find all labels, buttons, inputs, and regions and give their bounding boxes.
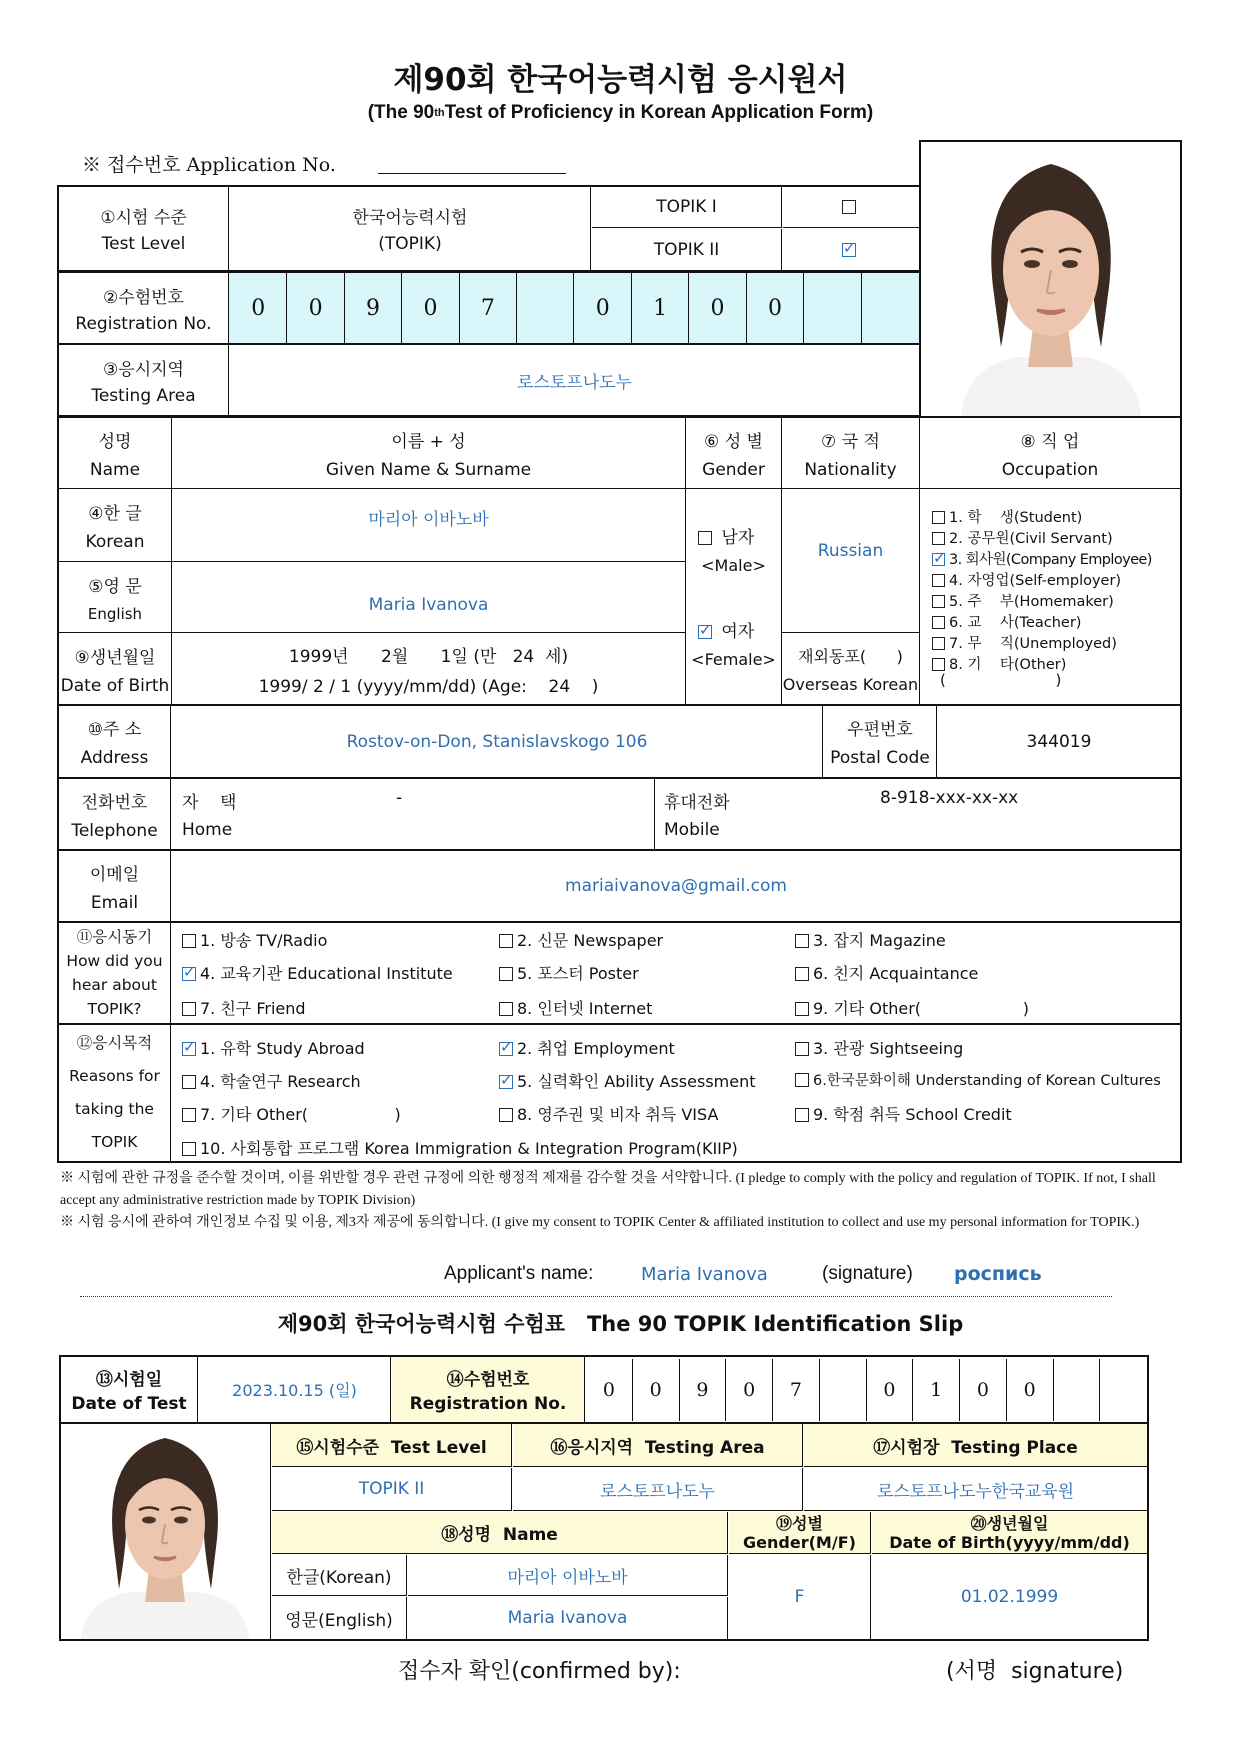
topik-1-checkbox[interactable] xyxy=(783,187,919,228)
checkbox-icon xyxy=(795,1042,809,1056)
registration-digit[interactable]: 0 xyxy=(747,273,804,343)
registration-digit[interactable]: 9 xyxy=(345,273,402,343)
option-label: 9. 학점 취득 School Credit xyxy=(813,1105,1012,1124)
purpose-label-line: taking the xyxy=(75,1100,154,1118)
telephone-label-en: Telephone xyxy=(71,820,158,841)
korean-name-label-en: Korean xyxy=(85,532,145,552)
checkbox-icon xyxy=(698,531,712,545)
slip-name-label: ⑱성명 Name xyxy=(272,1512,728,1554)
registration-digit[interactable]: 0 xyxy=(402,273,459,343)
topik-1-label: TOPIK I xyxy=(592,187,782,228)
slip-korean-label: 한글(Korean) xyxy=(272,1555,407,1596)
occupation-header xyxy=(920,418,1180,488)
registration-digit[interactable] xyxy=(862,273,919,343)
nationality-header-en: Nationality xyxy=(804,459,897,480)
slip-registration-digit[interactable]: 0 xyxy=(960,1359,1007,1421)
slip-dob-label-kr: ⑳생년월일 xyxy=(970,1513,1049,1533)
gender-male-en: <Male> xyxy=(701,556,766,575)
slip-date-label xyxy=(61,1357,198,1422)
slip-registration-digit[interactable] xyxy=(1054,1359,1101,1421)
occupation-header-kr: ⑧ 직 업 xyxy=(1020,431,1080,452)
checkbox-icon xyxy=(182,1142,196,1156)
slip-date-value[interactable]: 2023.10.15 (일) xyxy=(199,1357,391,1422)
checked-checkbox-icon xyxy=(499,1075,513,1089)
registration-digit[interactable]: 0 xyxy=(575,273,632,343)
checkbox-icon xyxy=(795,934,809,948)
occupation-option[interactable] xyxy=(932,569,1121,590)
occupation-option-label: 2. 공무원(Civil Servant) xyxy=(949,531,1113,547)
checkbox-icon xyxy=(932,658,945,671)
slip-registration-digit[interactable]: 0 xyxy=(586,1359,633,1421)
dob-label xyxy=(59,634,171,704)
registration-digit[interactable]: 7 xyxy=(460,273,517,343)
slip-photo-frame xyxy=(61,1424,271,1639)
address-label-kr: ⑩주 소 xyxy=(87,720,142,740)
name-header-kr: 성명 xyxy=(98,431,132,452)
checkbox-icon xyxy=(795,1073,809,1087)
checked-checkbox-icon xyxy=(698,625,712,639)
occupation-option[interactable] xyxy=(932,527,1113,548)
slip-place-label: ⑰시험장 Testing Place xyxy=(804,1424,1147,1467)
motive-option[interactable] xyxy=(499,961,639,984)
postal-code-label-en: Postal Code xyxy=(830,748,930,768)
option-label: 6.한국문화이해 Understanding of Korean Cultures xyxy=(813,1073,1161,1089)
address-label-en: Address xyxy=(80,748,149,768)
option-label: 7. 친구 Friend xyxy=(200,999,306,1018)
occupation-option-label: 4. 자영업(Self-employer) xyxy=(949,573,1122,589)
english-name-label-en: English xyxy=(87,605,143,623)
registration-label-kr: ②수험번호 xyxy=(103,287,184,308)
test-name xyxy=(230,187,591,270)
dob-label-en: Date of Birth xyxy=(60,675,170,696)
registration-digit[interactable]: 1 xyxy=(632,273,689,343)
cut-line xyxy=(80,1296,1112,1297)
slip-registration-digit[interactable]: 9 xyxy=(680,1359,727,1421)
gender-female-en: <Female> xyxy=(691,650,776,669)
slip-korean-value[interactable]: 마리아 이바노바 xyxy=(408,1555,728,1596)
gender-header-en: Gender xyxy=(702,459,765,480)
nationality-header xyxy=(782,418,919,488)
slip-dob-value[interactable]: 01.02.1999 xyxy=(960,1587,1059,1607)
slip-registration-digit[interactable]: 1 xyxy=(913,1359,960,1421)
applicant-signature[interactable]: роспись xyxy=(954,1263,1042,1285)
divider xyxy=(654,779,655,849)
test-name-en: (TOPIK) xyxy=(378,234,442,254)
option-label: 3. 잡지 Magazine xyxy=(813,931,946,950)
occupation-option-label: 3. 회사원(Company Employee) xyxy=(949,552,1152,568)
applicant-photo xyxy=(921,142,1180,416)
checkbox-icon xyxy=(499,1108,513,1122)
application-no-label: ※ 접수번호 Application No. xyxy=(82,154,336,176)
occupation-other-field[interactable]: ( ) xyxy=(940,671,1062,689)
mobile-label-en: Mobile xyxy=(664,820,720,840)
occupation-option[interactable] xyxy=(932,590,1114,611)
slip-date-label-en: Date of Test xyxy=(71,1394,187,1414)
checkbox-icon xyxy=(795,1002,809,1016)
slip-reg-label xyxy=(392,1357,585,1422)
test-name-kr: 한국어능력시험 xyxy=(352,208,468,228)
topik-2-checkbox[interactable] xyxy=(783,229,919,270)
slip-gender-label-kr: ⑲성별 xyxy=(776,1513,823,1533)
slip-registration-digit[interactable]: 7 xyxy=(773,1359,820,1421)
applicant-name-label: Applicant's name: xyxy=(444,1263,594,1284)
registration-digit[interactable] xyxy=(517,273,574,343)
pledge-note: ※ 시험에 관한 규정을 준수할 것이며, 이를 위반할 경우 관련 규정에 의한 행정적 제재를 감수할 것을 서약합니다. (I pledge to comply with the policy and regulation of TOPIK. If not, I shall accept any administrative restriction made by TOPIK Division) xyxy=(60,1171,1156,1208)
motive-label-line: TOPIK? xyxy=(87,1000,142,1018)
postal-code-label xyxy=(824,706,937,777)
purpose-option[interactable] xyxy=(182,1069,361,1092)
slip-reg-label-kr: ⑭수험번호 xyxy=(446,1370,530,1390)
slip-gender-label xyxy=(729,1512,871,1554)
motive-label xyxy=(59,923,171,1023)
checkbox-icon xyxy=(182,1108,196,1122)
registration-digit[interactable]: 0 xyxy=(230,273,287,343)
purpose-label-line: ⑫응시목적 xyxy=(76,1034,153,1052)
slip-dob-label xyxy=(872,1512,1147,1554)
checkbox-icon xyxy=(499,1002,513,1016)
occupation-option[interactable] xyxy=(932,632,1117,653)
motive-option[interactable] xyxy=(182,928,327,951)
option-label: 2. 신문 Newspaper xyxy=(517,931,664,950)
name-column-header xyxy=(172,418,685,488)
option-label: 5. 실력확인 Ability Assessment xyxy=(517,1072,756,1091)
slip-reg-label-en: Registration No. xyxy=(409,1394,567,1414)
motive-option[interactable] xyxy=(795,961,978,984)
checked-checkbox-icon xyxy=(182,1042,196,1056)
slip-english-value[interactable]: Maria Ivanova xyxy=(408,1597,728,1639)
occupation-option-label: 8. 기 타(Other) xyxy=(949,657,1067,673)
slip-registration-digit[interactable]: 0 xyxy=(1007,1359,1054,1421)
dob-line-en: 1999/ 2 / 1 (yyyy/mm/dd) (Age: 24 ) xyxy=(258,676,599,697)
motive-option[interactable] xyxy=(182,961,453,984)
gender-header xyxy=(686,418,781,488)
purpose-option[interactable] xyxy=(795,1102,1012,1125)
motive-label-line: How did you xyxy=(66,952,163,970)
checkbox-icon xyxy=(932,595,945,608)
english-name-label xyxy=(59,563,171,632)
checkbox-icon xyxy=(795,1108,809,1122)
occupation-option[interactable] xyxy=(932,506,1082,527)
slip-gender-label-en: Gender(M/F) xyxy=(743,1532,856,1552)
checkbox-icon xyxy=(182,934,196,948)
purpose-option[interactable] xyxy=(499,1036,675,1059)
overseas-korean-kr: 재외동포( ) xyxy=(798,647,903,666)
slip-registration-digit[interactable] xyxy=(1100,1359,1147,1421)
mobile-phone-value[interactable]: 8-918-xxx-xx-xx xyxy=(880,788,1019,808)
motive-option[interactable] xyxy=(182,996,306,1019)
testing-area-label-kr: ③응시지역 xyxy=(103,359,184,380)
motive-option[interactable] xyxy=(795,928,946,951)
postal-code-value[interactable]: 344019 xyxy=(1026,731,1092,752)
occupation-header-en: Occupation xyxy=(1001,459,1099,480)
checkbox-icon xyxy=(932,574,945,587)
gender-female-option[interactable] xyxy=(698,617,754,642)
purpose-option[interactable] xyxy=(182,1136,738,1159)
slip-title: 제90회 한국어능력시험 수험표 The 90 TOPIK Identification Slip xyxy=(277,1312,964,1336)
overseas-korean[interactable] xyxy=(782,634,919,704)
slip-area-value[interactable]: 로스토프나도누 xyxy=(513,1468,803,1511)
home-label-en: Home xyxy=(182,820,233,840)
slip-registration-digit[interactable] xyxy=(820,1359,867,1421)
signature-label: (signature) xyxy=(822,1263,913,1284)
checkbox-icon xyxy=(795,967,809,981)
address-value[interactable]: Rostov-on-Don, Stanislavskogo 106 xyxy=(172,706,823,777)
checked-checkbox-icon xyxy=(932,553,945,566)
registration-digit[interactable]: 0 xyxy=(287,273,344,343)
english-name-value[interactable]: Maria Ivanova xyxy=(368,594,489,615)
slip-date-label-kr: ⑬시험일 xyxy=(95,1370,163,1390)
email-label-en: Email xyxy=(90,892,139,913)
option-label: 8. 인터넷 Internet xyxy=(517,999,653,1018)
applicant-name-value[interactable]: Maria Ivanova xyxy=(641,1264,768,1285)
dob-line-kr: 1999년 2월 1일 (만 24 세) xyxy=(288,646,569,667)
slip-level-label: ⑮시험수준 Test Level xyxy=(272,1424,512,1467)
checkbox-icon xyxy=(182,1075,196,1089)
slip-english-label: 영문(English) xyxy=(272,1597,407,1639)
option-label: 4. 학술연구 Research xyxy=(200,1072,361,1091)
name-column-kr: 이름 + 성 xyxy=(391,431,466,452)
option-label: 6. 친지 Acquaintance xyxy=(813,964,979,983)
occupation-option-label: 5. 주 부(Homemaker) xyxy=(949,594,1114,610)
nationality-header-kr: ⑦ 국 적 xyxy=(821,431,880,452)
name-header-en: Name xyxy=(89,459,141,480)
testing-area-label xyxy=(59,345,229,415)
registration-label-en: Registration No. xyxy=(75,313,212,334)
gender-header-kr: ⑥ 성 별 xyxy=(704,431,763,452)
checkbox-icon xyxy=(842,200,856,214)
registration-digit[interactable] xyxy=(804,273,861,343)
slip-registration-digit[interactable]: 0 xyxy=(633,1359,680,1421)
korean-name-label xyxy=(59,490,171,561)
english-name-label-kr: ⑤영 문 xyxy=(88,577,142,597)
topik-2-label: TOPIK II xyxy=(592,229,782,270)
option-label: 2. 취업 Employment xyxy=(517,1039,675,1058)
purpose-option[interactable] xyxy=(795,1069,1161,1090)
home-label-kr: 자 택 xyxy=(182,793,237,813)
dob-value[interactable] xyxy=(172,634,685,704)
option-label: 3. 관광 Sightseeing xyxy=(813,1039,964,1058)
testing-area-label-en: Testing Area xyxy=(91,385,196,406)
occupation-option-label: 7. 무 직(Unemployed) xyxy=(949,636,1117,652)
gender-male-kr: 남자 xyxy=(721,528,755,548)
option-label: 7. 기타 Other( ) xyxy=(200,1105,401,1124)
option-label: 9. 기타 Other( ) xyxy=(813,999,1029,1018)
motive-option[interactable] xyxy=(795,996,1029,1019)
divider xyxy=(59,561,685,562)
test-level-label xyxy=(59,187,229,270)
application-no-field[interactable] xyxy=(378,173,566,174)
option-label: 8. 영주권 및 비자 취득 VISA xyxy=(517,1105,719,1124)
checked-checkbox-icon xyxy=(842,243,856,257)
registration-label xyxy=(59,273,229,343)
checkbox-icon xyxy=(932,532,945,545)
checkbox-icon xyxy=(499,934,513,948)
gender-female-kr: 여자 xyxy=(721,622,755,642)
checkbox-icon xyxy=(499,967,513,981)
slip-registration-digit[interactable]: 0 xyxy=(867,1359,914,1421)
option-label: 4. 교육기관 Educational Institute xyxy=(200,964,453,983)
option-label: 1. 방송 TV/Radio xyxy=(200,931,328,950)
option-label: 5. 포스터 Poster xyxy=(517,964,639,983)
checkbox-icon xyxy=(932,511,945,524)
divider xyxy=(59,632,685,633)
purpose-option[interactable] xyxy=(499,1069,756,1092)
confirmed-by-label: 접수자 확인(confirmed by): xyxy=(398,1659,681,1684)
dob-label-kr: ⑨생년월일 xyxy=(74,647,156,668)
occupation-option-label: 1. 학 생(Student) xyxy=(949,510,1083,526)
email-label xyxy=(59,851,171,921)
slip-area-label: ⑯응시지역 Testing Area xyxy=(513,1424,803,1467)
checked-checkbox-icon xyxy=(499,1042,513,1056)
option-label: 10. 사회통합 프로그램 Korea Immigration & Integration Program(KIIP) xyxy=(200,1139,738,1158)
slip-dob-label-en: Date of Birth(yyyy/mm/dd) xyxy=(889,1532,1130,1552)
name-header-label xyxy=(59,418,171,488)
email-value[interactable]: mariaivanova@gmail.com xyxy=(565,876,787,896)
checked-checkbox-icon xyxy=(182,967,196,981)
motive-option[interactable] xyxy=(499,996,652,1019)
slip-registration-digit[interactable]: 0 xyxy=(726,1359,773,1421)
occupation-option-label: 6. 교 사(Teacher) xyxy=(949,615,1082,631)
occupation-option[interactable] xyxy=(932,611,1081,632)
slip-level-value[interactable]: TOPIK II xyxy=(272,1468,512,1511)
telephone-label-kr: 전화번호 xyxy=(81,792,148,813)
testing-area-value[interactable]: 로스토프나도누 xyxy=(517,372,632,393)
test-level-label-en: Test Level xyxy=(101,234,186,254)
motive-option[interactable] xyxy=(499,928,663,951)
divider xyxy=(59,488,1180,489)
consent-note: ※ 시험 응시에 관하여 개인정보 수집 및 이용, 제3자 제공에 동의합니다. (I give my consent to TOPIK Center & affiliated institution to collect and use my personal information for TOPIK.) xyxy=(60,1215,1140,1230)
checkbox-icon xyxy=(932,637,945,650)
purpose-label-line: TOPIK xyxy=(91,1133,138,1151)
home-phone-value[interactable]: - xyxy=(396,788,403,808)
slip-gender-value[interactable]: F xyxy=(729,1555,871,1639)
overseas-korean-en: Overseas Korean xyxy=(782,675,919,694)
korean-name-value[interactable]: 마리아 이바노바 xyxy=(368,510,489,530)
nationality-value[interactable]: Russian xyxy=(817,541,884,561)
slip-photo xyxy=(61,1424,269,1639)
email-label-kr: 이메일 xyxy=(89,864,140,885)
registration-digit[interactable]: 0 xyxy=(689,273,746,343)
gender-male-option[interactable] xyxy=(698,523,754,548)
option-label: 1. 유학 Study Abroad xyxy=(200,1039,365,1058)
purpose-label xyxy=(59,1025,171,1161)
slip-place-value[interactable]: 로스토프나도누한국교육원 xyxy=(804,1468,1147,1511)
motive-label-line: hear about xyxy=(72,976,157,994)
address-label xyxy=(59,706,171,777)
confirmed-signature-label: (서명 signature) xyxy=(946,1659,1124,1684)
purpose-option[interactable] xyxy=(499,1102,718,1125)
motive-label-line: ⑪응시동기 xyxy=(76,928,153,946)
korean-name-label-kr: ④한 글 xyxy=(88,504,142,524)
form-title: 제90회 한국어능력시험 응시원서 xyxy=(393,61,848,98)
telephone-label xyxy=(59,779,171,849)
mobile-label-kr: 휴대전화 xyxy=(664,793,730,813)
checkbox-icon xyxy=(932,616,945,629)
form-subtitle: (The 90 th Test of Proficiency in Korean Application Form) xyxy=(367,102,874,123)
purpose-option[interactable] xyxy=(182,1036,365,1059)
test-level-label-kr: ①시험 수준 xyxy=(100,208,187,228)
applicant-photo-frame xyxy=(919,140,1182,418)
postal-code-label-kr: 우편번호 xyxy=(847,720,913,740)
occupation-option[interactable] xyxy=(932,548,1152,569)
name-column-en: Given Name & Surname xyxy=(325,459,532,480)
purpose-option[interactable] xyxy=(795,1036,963,1059)
divider xyxy=(781,632,919,633)
checkbox-icon xyxy=(182,1002,196,1016)
purpose-option[interactable] xyxy=(182,1102,401,1125)
purpose-label-line: Reasons for xyxy=(69,1067,160,1085)
